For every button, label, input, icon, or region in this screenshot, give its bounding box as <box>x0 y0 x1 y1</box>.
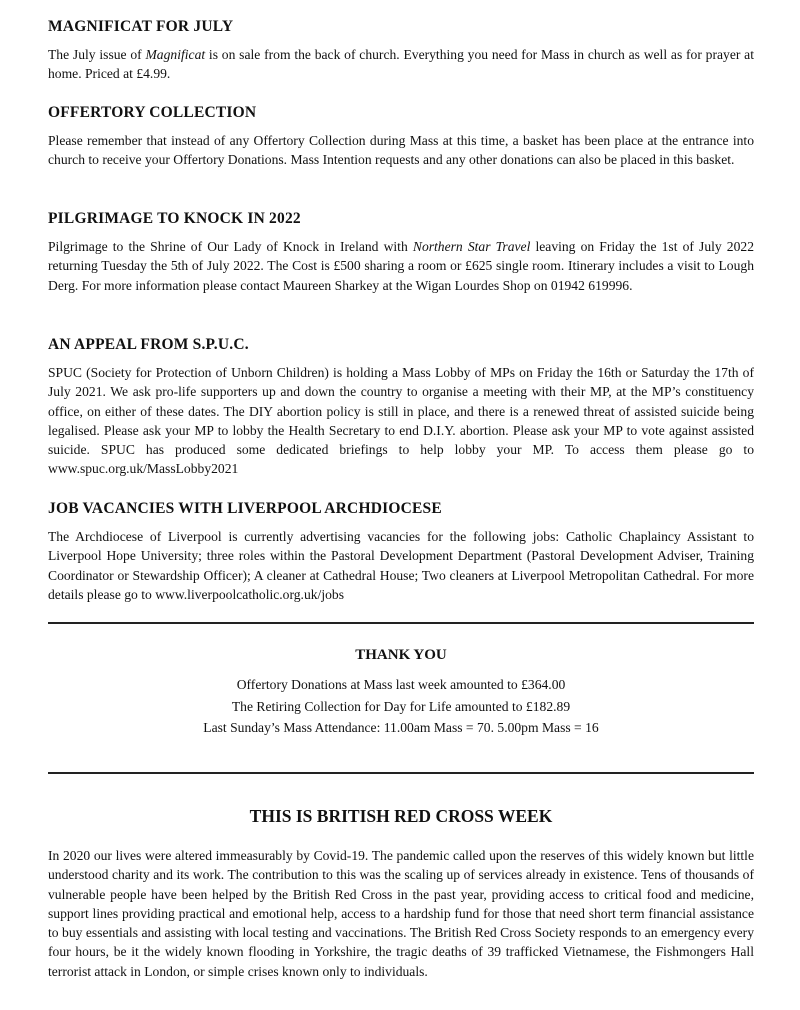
section-title: OFFERTORY COLLECTION <box>48 104 257 121</box>
body-text-suffix: is on sale from the back of church. Everything you need for Mass in church as well as for prayer at home. Priced at £4.99. <box>48 47 754 82</box>
section-knock <box>48 210 754 295</box>
thank-you-title: THANK YOU <box>355 647 447 663</box>
publication-name: Magnificat <box>145 47 206 62</box>
red-cross-title: THIS IS BRITISH RED CROSS WEEK <box>249 806 553 826</box>
section-body: SPUC (Society for Protection of Unborn Children) is holding a Mass Lobby of MPs on Friday the 16th or Saturday the 17th of July 2021. We ask pro-life supporters up and down the country to organise a meeting with their MP, at the MP’s constituency office, on either of these dates. The DIY abortion policy is still in place, and there is a renewed threat of assisted suicide being legalised. Please ask your MP to lobby the Health Secretary to end D.I.Y. abortion. Please ask your MP to vote against assisted suicide. SPUC has produced some dedicated briefings to help lobby your MP. To access them please go to www.spuc.org.uk/MassLobby2021 <box>48 365 754 477</box>
body-text-prefix: Pilgrimage to the Shrine of Our Lady of Knock in Ireland with <box>48 239 413 254</box>
section-spuc <box>48 336 754 479</box>
thank-you-line: Offertory Donations at Mass last week amounted to £364.00 <box>236 677 566 692</box>
body-text-suffix: leaving on Friday the 1st of July 2022 returning Tuesday the 5th of July 2022. The Cost is £500 sharing a room or £625 single room. Itinerary includes a visit to Lough Derg. For more information please contact Maureen Sharkey at the Wigan Lourdes Shop on 01942 619996. <box>48 239 754 293</box>
company-name: Northern Star Travel <box>412 239 531 254</box>
red-cross-body: In 2020 our lives were altered immeasurably by Covid-19. The pandemic called upon the reserves of this widely known but little understood charity and its work. The contribution to this was the scaling up of services already in existence. Tens of thousands of vulnerable people have been helped by the British Red Cross in the past year, providing access to critical food and medicine, support lines providing practical and emotional help, access to a hardship fund for those that need short term financial assistance to buy essentials and assisting with local testing and vaccinations. The British Red Cross Society responds to an emergency every four hours, be it the widely known flooding in Yorkshire, the tragic deaths of 39 trafficked Vietnamese, the Fishmongers Hall terrorist attack in London, or simple crises known only to individuals. <box>48 848 754 979</box>
section-body: Please remember that instead of any Offertory Collection during Mass at this time, a basket has been place at the entrance into church to receive your Offertory Donations. Mass Intention requests and any other donations can also be placed in this basket. <box>48 133 754 168</box>
section-jobs <box>48 500 754 604</box>
thank-you-box <box>48 646 754 739</box>
divider-top <box>48 622 754 624</box>
divider-bottom <box>48 772 754 774</box>
thank-you-line: The Retiring Collection for Day for Life amounted to £182.89 <box>231 698 571 714</box>
thank-you-line: Last Sunday’s Mass Attendance: 11.00am Mass = 70. 5.00pm Mass = 16 <box>203 720 599 735</box>
body-text-prefix: The July issue of <box>48 47 146 62</box>
section-title: MAGNIFICAT FOR JULY <box>48 18 234 35</box>
section-body <box>48 237 754 295</box>
section-body: The Archdiocese of Liverpool is currently advertising vacancies for the following jobs: Catholic Chaplaincy Assistant to Liverpool Hope University; three roles within the Pastoral Development Department (Pastoral Development Adviser, Training Coordinator or Stewardship Officer); A cleaner at Cathedral House; Two cleaners at Liverpool Metropolitan Cathedral. For more details please go to www.liverpoolcatholic.org.uk/jobs <box>48 529 754 602</box>
section-title: PILGRIMAGE TO KNOCK IN 2022 <box>48 210 301 227</box>
section-red-cross <box>48 846 754 981</box>
section-magnificat <box>48 18 754 84</box>
section-title: JOB VACANCIES WITH LIVERPOOL ARCHDIOCESE <box>48 500 442 517</box>
section-title: AN APPEAL FROM S.P.U.C. <box>48 336 249 353</box>
section-body <box>48 45 754 84</box>
section-offertory <box>48 104 754 170</box>
